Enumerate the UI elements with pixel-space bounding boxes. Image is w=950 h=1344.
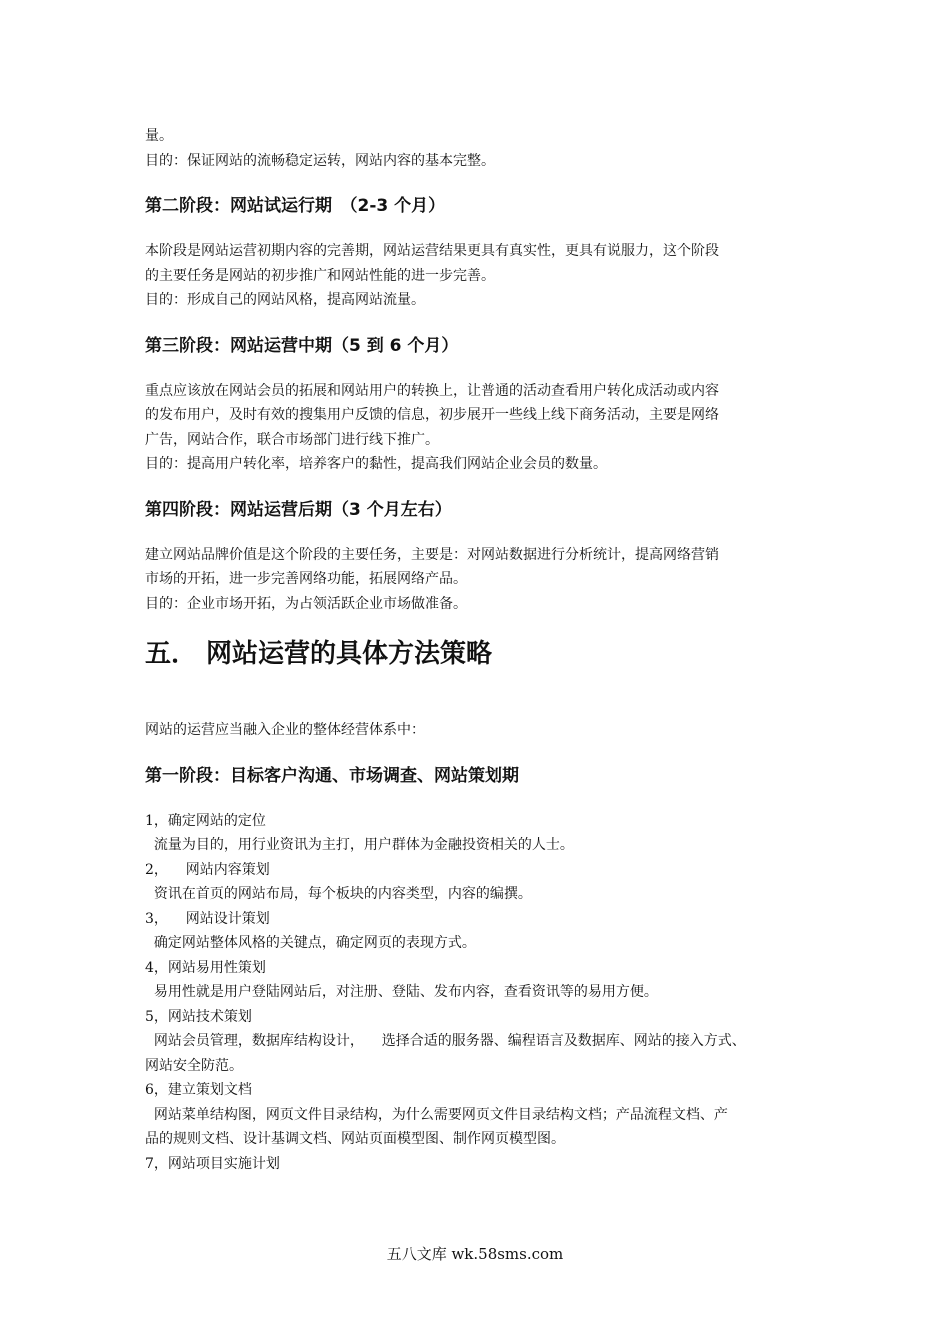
paragraph-line: 目的：形成自己的网站风格，提高网站流量。: [145, 292, 425, 308]
paragraph-line: 7，网站项目实施计划: [145, 1155, 280, 1172]
paragraph-line: 易用性就是用户登陆网站后，对注册、登陆、发布内容，查看资讯等的易用方便。: [145, 984, 658, 1000]
paragraph-line: 网站菜单结构图，网页文件目录结构，为什么需要网页文件目录结构文档；产品流程文档、产: [145, 1106, 728, 1123]
paragraph-line: 目的：提高用户转化率，培养客户的黏性，提高我们网站企业会员的数量。: [145, 456, 607, 472]
paragraph-line: 目的：保证网站的流畅稳定运转，网站内容的基本完整。: [145, 152, 495, 169]
paragraph-line: 5，网站技术策划: [145, 1008, 252, 1025]
paragraph-line: 市场的开拓，进一步完善网络功能，拓展网络产品。: [145, 571, 467, 587]
subsection-heading: 第三阶段：网站运营中期（5 到 6 个月）: [145, 335, 459, 356]
paragraph-line: 的主要任务是网站的初步推广和网站性能的进一步完善。: [145, 267, 495, 284]
paragraph-line: 网站会员管理，数据库结构设计， 选择合适的服务器、编程语言及数据库、网站的接入方式、: [145, 1033, 746, 1049]
paragraph-line: 建立网站品牌价值是这个阶段的主要任务，主要是：对网站数据进行分析统计，提高网络营销: [145, 546, 719, 563]
paragraph-line: 网站的运营应当融入企业的整体经营体系中：: [145, 722, 425, 738]
paragraph-line: 6，建立策划文档: [145, 1082, 252, 1098]
paragraph-line: 1，确定网站的定位: [145, 812, 266, 829]
subsection-heading: 第二阶段：网站试运行期 （2-3 个月）: [145, 196, 446, 216]
paragraph-line: 3， 网站设计策划: [145, 910, 270, 927]
paragraph-line: 网站安全防范。: [145, 1057, 243, 1074]
subsection-heading: 第一阶段：目标客户沟通、市场调查、网站策划期: [145, 765, 519, 786]
paragraph-line: 重点应该放在网站会员的拓展和网站用户的转换上，让普通的活动查看用户转化成活动或内容: [145, 382, 719, 399]
paragraph-line: 的发布用户，及时有效的搜集用户反馈的信息，初步展开一些线上线下商务活动，主要是网络: [145, 407, 719, 423]
paragraph-line: 确定网站整体风格的关键点，确定网页的表现方式。: [145, 935, 476, 951]
subsection-heading: 第四阶段：网站运营后期（3 个月左右）: [145, 499, 452, 520]
paragraph-line: 4，网站易用性策划: [145, 959, 266, 976]
page-footer: 五八文库 wk.58sms.com: [386, 1245, 564, 1263]
document-body: [145, 124, 825, 1176]
paragraph-line: 资讯在首页的网站布局，每个板块的内容类型，内容的编撰。: [145, 886, 532, 902]
paragraph-line: 流量为目的，用行业资讯为主打，用户群体为金融投资相关的人士。: [145, 837, 574, 853]
paragraph-line: 2， 网站内容策划: [145, 861, 270, 878]
paragraph-line: 目的：企业市场开拓，为占领活跃企业市场做准备。: [145, 595, 467, 612]
paragraph-line: 量。: [145, 128, 173, 144]
paragraph-line: 广告，网站合作，联合市场部门进行线下推广。: [145, 431, 439, 448]
paragraph-line: 本阶段是网站运营初期内容的完善期，网站运营结果更具有真实性，更具有说服力，这个阶段: [145, 243, 719, 259]
paragraph-line: 品的规则文档、设计基调文档、网站页面模型图、制作网页模型图。: [145, 1131, 565, 1147]
section-heading: 五． 网站运营的具体方法策略: [145, 639, 493, 669]
